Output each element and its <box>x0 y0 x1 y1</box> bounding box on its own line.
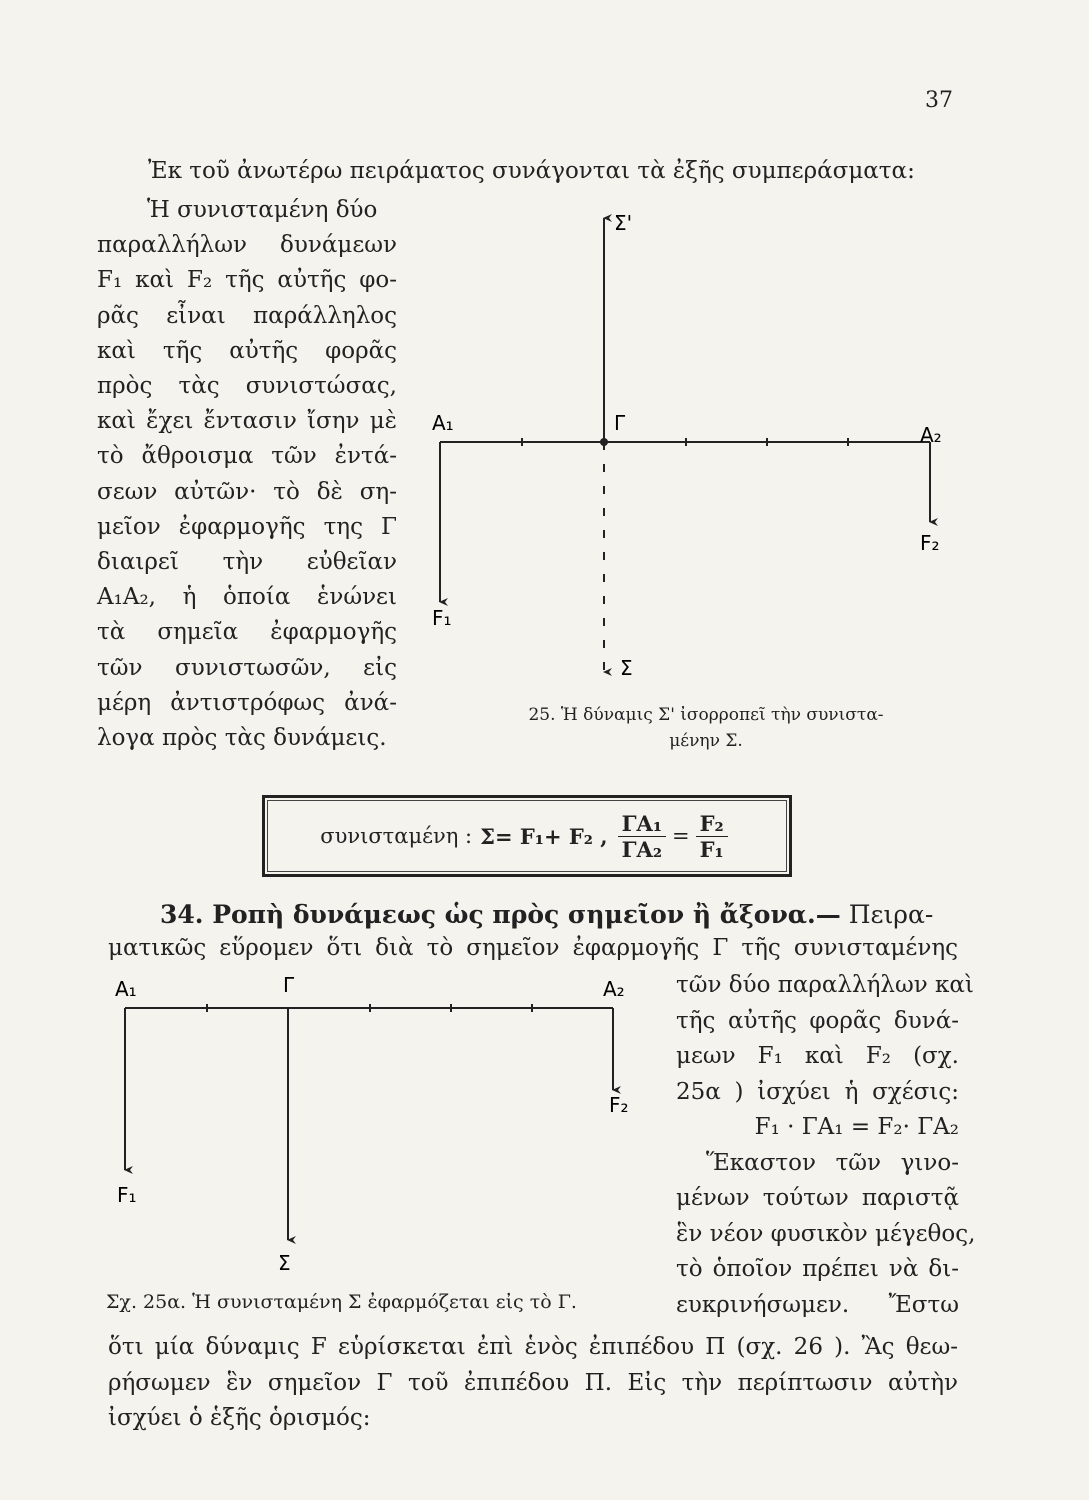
label-f1: F₁ <box>117 1183 137 1207</box>
equals-sign: = <box>672 824 690 848</box>
page-number: 37 <box>925 88 953 113</box>
text-line: τῶν συνιστωσῶν, εἰς <box>97 654 397 681</box>
text-line: Ἡ συνισταμένη δύο <box>147 197 378 223</box>
text-line: μέρη ἀντιστρόφως ἀνά- <box>97 689 397 716</box>
text-line: A₁A₂, ἡ ὁποία ἑνώνει <box>97 584 397 611</box>
caption-line: μένην Σ. <box>669 731 743 751</box>
figure-25a <box>105 970 645 1290</box>
section-heading <box>160 900 933 929</box>
label-g: Γ <box>614 411 626 435</box>
caption-line: 25. Ἡ δύναμις Σ' ἰσορροπεῖ τὴν συνιστα- <box>528 705 884 725</box>
text-line: μένων τούτων παριστᾷ <box>676 1185 959 1211</box>
text-line: 25α ) ἰσχύει ἡ σχέσις: <box>676 1078 959 1105</box>
ratio-ga <box>618 811 666 862</box>
point-g <box>600 438 608 446</box>
text-line: ματικῶς εὕρομεν ὅτι διὰ τὸ σημεῖον ἐφαρμογῆς Γ τῆς συνισταμένης <box>108 935 958 961</box>
label-a1: A₁ <box>432 411 454 435</box>
text-line: τῶν δύο παραλλήλων καὶ <box>676 972 974 998</box>
text-line: F₁ καὶ F₂ τῆς αὐτῆς φο- <box>97 267 397 294</box>
section-heading-tail: Πειρα- <box>848 900 934 929</box>
label-a2: A₂ <box>603 977 625 1001</box>
formula-sum: Σ= F₁+ F₂ , <box>480 823 608 849</box>
label-g: Γ <box>283 973 295 997</box>
text-line: ἰσχύει ὁ ἑξῆς ὁρισμός: <box>108 1405 371 1431</box>
text-line: τὸ ὁποῖον πρέπει νὰ δι- <box>676 1256 959 1282</box>
text-line: καὶ τῆς αὐτῆς φορᾶς <box>97 337 397 364</box>
text-line: ἓν νέον φυσικὸν μέγεθος, <box>676 1220 976 1247</box>
figure-25-caption <box>462 702 950 754</box>
formula-label: συνισταμένη : <box>320 824 473 848</box>
text-line: παραλλήλων δυνάμεων <box>97 232 397 259</box>
label-s: Σ <box>620 656 633 680</box>
right-paragraph <box>676 968 976 1323</box>
text-line: τῆς αὐτῆς φορᾶς δυνά- <box>676 1007 959 1034</box>
label-a2: A₂ <box>920 423 942 447</box>
conclusion-paragraph <box>97 193 397 756</box>
figure-25a-caption: Σχ. 25α. Ἡ συνισταμένη Σ ἐφαρμόζεται εἰς τὸ Γ. <box>106 1291 577 1313</box>
label-s: Σ <box>278 1251 291 1275</box>
ratio-numerator: F₂ <box>696 811 728 837</box>
text-line: ρήσωμεν ἓν σημεῖον Γ τοῦ ἐπιπέδου Π. Εἰς τὴν περίπτωσιν αὐτὴν <box>108 1369 958 1396</box>
text-line: ὅτι μία δύναμις F εὑρίσκεται ἐπὶ ἑνὸς ἐπιπέδου Π (σχ. 26 ). Ἂς θεω- <box>108 1334 958 1360</box>
moment-equation: F₁ · ΓA₁ = F₂· ΓA₂ <box>754 1114 959 1140</box>
text-line: ευκρινήσωμεν. Ἔστω <box>676 1291 959 1318</box>
text-line: ρᾶς εἶναι παράλληλος <box>97 302 397 329</box>
label-f2: F₂ <box>609 1093 629 1117</box>
label-f1: F₁ <box>432 606 452 630</box>
text-line: καὶ ἔχει ἔντασιν ἴσην μὲ <box>97 408 397 435</box>
label-a1: A₁ <box>115 977 137 1001</box>
text-line: Ἕκαστον τῶν γινο- <box>706 1149 959 1176</box>
ratio-f <box>696 811 728 862</box>
resultant-formula-box <box>262 795 792 877</box>
section-line <box>108 935 958 961</box>
intro-sentence: Ἐκ τοῦ ἀνωτέρω πειράματος συνάγονται τὰ ἐξῆς συμπεράσματα: <box>148 158 915 184</box>
text-line: σεων αὐτῶν· τὸ δὲ ση- <box>97 478 397 505</box>
text-line: διαιρεῖ τὴν εὐθεῖαν <box>97 549 397 576</box>
text-line: πρὸς τὰς συνιστώσας, <box>97 373 397 400</box>
label-s-prime: Σ' <box>614 211 633 235</box>
ratio-denominator: ΓA₂ <box>621 836 663 862</box>
label-f2: F₂ <box>920 531 940 555</box>
section-title: 34. Ροπὴ δυνάμεως ὡς πρὸς σημεῖον ἢ ἄξονα.— <box>160 900 841 929</box>
text-line: μεῖον ἐφαρμογῆς της Γ <box>97 513 397 540</box>
figure-25 <box>420 200 960 700</box>
text-line: λογα πρὸς τὰς δυνάμεις. <box>97 725 387 752</box>
ratio-denominator: F₁ <box>699 836 724 862</box>
text-line: τὸ ἄθροισμα τῶν ἐντά- <box>97 443 397 470</box>
ratio-numerator: ΓA₁ <box>618 811 666 837</box>
text-line: τὰ σημεῖα ἐφαρμογῆς <box>97 619 397 646</box>
closing-paragraph <box>108 1330 958 1437</box>
text-line: μεων F₁ καὶ F₂ (σχ. <box>676 1043 959 1069</box>
